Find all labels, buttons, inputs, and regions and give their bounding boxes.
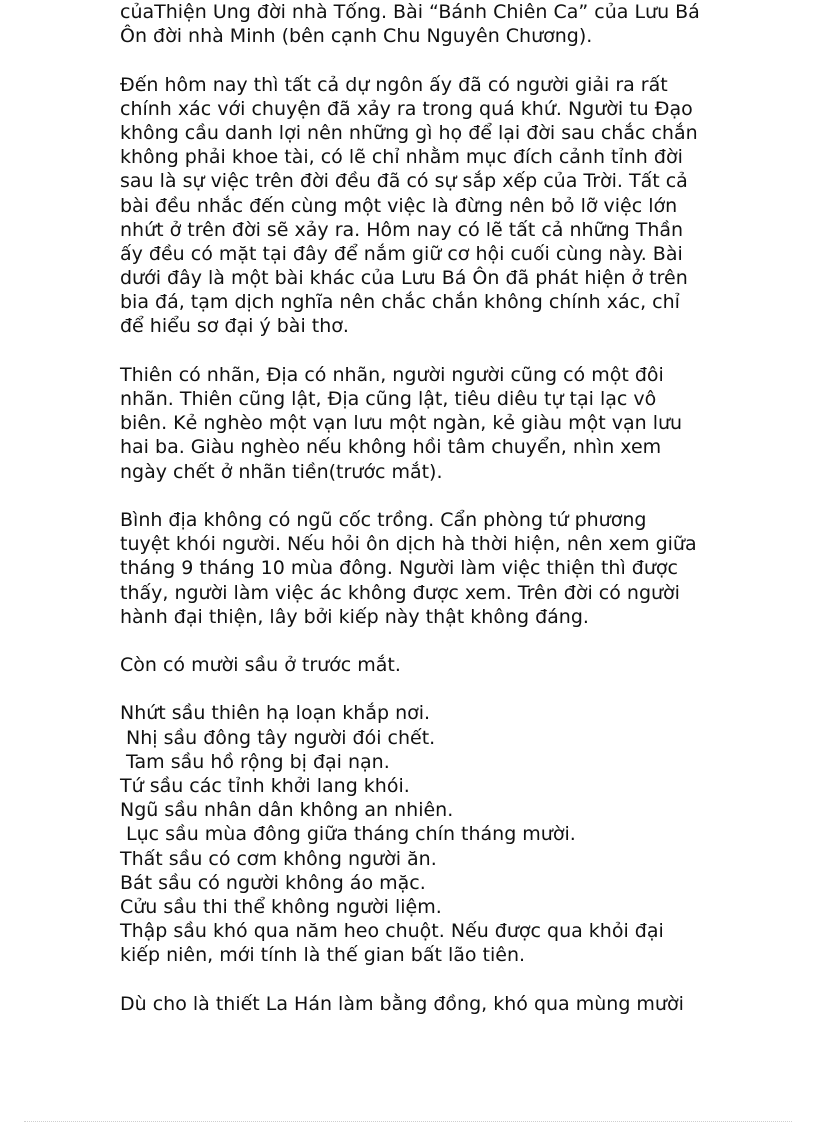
poem-line: Cửu sầu thi thể không người liệm. <box>120 895 442 918</box>
poem-line: Nhị sầu đông tây người đói chết. <box>120 726 436 749</box>
text-line: ngày chết ở nhãn tiền(trước mắt). <box>120 460 443 483</box>
text-line: dưới đây là một bài khác của Lưu Bá Ôn đã phát hiện ở trên <box>120 267 688 290</box>
poem-line: Thất sầu có cơm không người ăn. <box>120 847 437 870</box>
text-line: không phải khoe tài, có lẽ chỉ nhằm mục đích cảnh tỉnh đời <box>120 146 683 169</box>
text-line: để hiểu sơ đại ý bài thơ. <box>120 315 349 338</box>
text-line: Ôn đời nhà Minh (bên cạnh Chu Nguyên Chương). <box>120 25 593 48</box>
text-line: bài đều nhắc đến cùng một việc là đừng nên bỏ lỡ việc lớn <box>120 194 678 217</box>
paragraph-7 <box>120 992 720 1016</box>
text-line: chính xác với chuyện đã xảy ra trong quá khứ. Người tu Đạo <box>120 97 693 120</box>
text-line: nhứt ở trên đời sẽ xảy ra. Hôm nay có lẽ tất cả những Thần <box>120 218 684 241</box>
poem-line: Nhứt sầu thiên hạ loạn khắp nơi. <box>120 702 431 725</box>
text-line: bia đá, tạm dịch nghĩa nên chắc chắn không chính xác, chỉ <box>120 291 680 314</box>
text-line: hai ba. Giàu nghèo nếu không hồi tâm chuyển, nhìn xem <box>120 436 662 459</box>
poem-line: Bát sầu có người không áo mặc. <box>120 871 426 894</box>
text-line: biên. Kẻ nghèo một vạn lưu một ngàn, kẻ giàu một vạn lưu <box>120 412 683 435</box>
poem-ten-sorrows <box>120 701 720 967</box>
text-line: nhãn. Thiên cũng lật, Địa cũng lật, tiêu diêu tự tại lạc vô <box>120 388 657 410</box>
text-line: thấy, người làm việc ác không được xem. Trên đời có người <box>120 581 680 604</box>
poem-line: Thập sầu khó qua năm heo chuột. Nếu được qua khỏi đại <box>120 920 664 943</box>
poem-line: Ngũ sầu nhân dân không an nhiên. <box>120 799 454 822</box>
page-edge-rule <box>24 1121 792 1122</box>
text-line: hành đại thiện, lây bởi kiếp này thật không đáng. <box>120 605 589 628</box>
text-line: ấy đều có mặt tại đây để nắm giữ cơ hội cuối cùng này. Bài <box>120 242 683 265</box>
paragraph-5 <box>120 653 720 677</box>
text-line: củaThiện Ung đời nhà Tống. Bài “Bánh Chiên Ca” của Lưu Bá <box>120 1 700 23</box>
paragraph-4 <box>120 508 720 629</box>
document-page <box>120 0 720 1016</box>
text-line: Dù cho là thiết La Hán làm bằng đồng, khó qua mùng mười <box>120 992 684 1015</box>
paragraph-2 <box>120 73 720 339</box>
text-line: sau là sự việc trên đời đều đã có sự sắp xếp của Trời. Tất cả <box>120 170 688 193</box>
text-line: Đến hôm nay thì tất cả dự ngôn ấy đã có người giải ra rất <box>120 73 668 96</box>
paragraph-1 <box>120 0 720 48</box>
poem-line: Lục sầu mùa đông giữa tháng chín tháng mười. <box>120 823 576 846</box>
text-line: tuyệt khói người. Nếu hỏi ôn dịch hà thời hiện, nên xem giữa <box>120 533 697 556</box>
text-line: Thiên có nhãn, Địa có nhãn, người người cũng có một đôi <box>120 363 664 386</box>
text-line: không cầu danh lợi nên những gì họ để lại đời sau chắc chắn <box>120 121 698 144</box>
text-line: tháng 9 tháng 10 mùa đông. Người làm việc thiện thì được <box>120 557 678 580</box>
poem-line: Tam sầu hồ rộng bị đại nạn. <box>120 750 390 773</box>
poem-line: kiếp niên, mới tính là thế gian bất lão tiên. <box>120 944 526 967</box>
text-line: Còn có mười sầu ở trước mắt. <box>120 654 401 677</box>
text-line: Bình địa không có ngũ cốc trồng. Cẩn phòng tứ phương <box>120 508 647 531</box>
paragraph-3 <box>120 363 720 484</box>
poem-line: Tứ sầu các tỉnh khởi lang khói. <box>120 775 410 797</box>
